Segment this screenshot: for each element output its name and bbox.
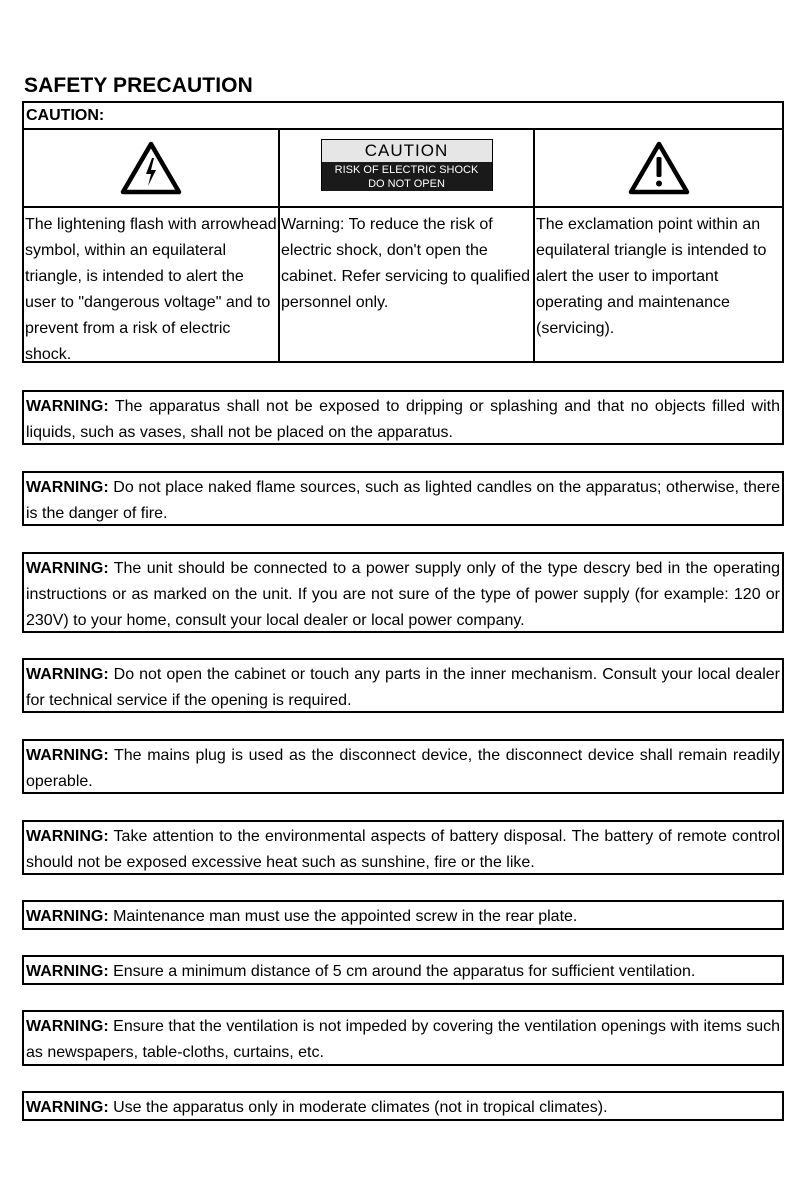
caution-label: [321, 139, 493, 191]
warning-label: WARNING:: [26, 963, 109, 980]
warning-box: [22, 739, 784, 794]
caution-header: CAUTION:: [24, 103, 782, 130]
exclamation-icon-cell: [535, 130, 782, 208]
lightning-icon-cell: [24, 130, 278, 208]
warning-text: The unit should be connected to a power supply only of the type descry bed in the operating instructions or as marked on the unit. If you are not sure of the type of power supply (for example: 120 or 230V) to your home, consult your local dealer or local power company.: [26, 560, 780, 629]
warning-label: WARNING:: [26, 1018, 109, 1035]
caution-label-line2: DO NOT OPEN: [368, 178, 445, 190]
caution-table: [22, 101, 784, 363]
warning-box: [22, 1091, 784, 1121]
page-title: SAFETY PRECAUTION: [24, 74, 253, 97]
caution-label-title: CAUTION: [322, 140, 492, 162]
caution-column-lightning: [24, 130, 278, 361]
warning-box: [22, 900, 784, 930]
exclamation-triangle-icon: [627, 140, 691, 196]
caution-label-warning: [322, 162, 492, 191]
warning-text: Take attention to the environmental aspects of battery disposal. The battery of remote control should not be exposed excessive heat such as sunshine, fire or the like.: [26, 828, 780, 871]
warning-box: [22, 658, 784, 713]
warning-box: [22, 552, 784, 633]
warning-text: Use the apparatus only in moderate climates (not in tropical climates).: [108, 1099, 608, 1116]
exclamation-description: The exclamation point within an equilateral triangle is intended to alert the user to important operating and maintenance (servicing).: [536, 216, 767, 337]
warning-text: Maintenance man must use the appointed screw in the rear plate.: [108, 908, 578, 925]
caution-column-exclamation: [533, 130, 782, 361]
warning-label: WARNING:: [26, 666, 109, 683]
lightning-description: The lightening flash with arrowhead symbol, within an equilateral triangle, is intended to alert the user to "dangerous voltage" and to prevent from a risk of electric shock.: [25, 216, 277, 363]
warning-box: [22, 955, 784, 985]
warning-label: WARNING:: [26, 398, 109, 415]
warning-text: Ensure a minimum distance of 5 cm around the apparatus for sufficient ventilation.: [108, 963, 696, 980]
caution-column-label: [278, 130, 533, 361]
warning-box: [22, 1010, 784, 1066]
warning-text: Do not place naked flame sources, such as lighted candles on the apparatus; otherwise, there is the danger of fire.: [26, 479, 780, 522]
warning-box: [22, 820, 784, 875]
warning-text: The mains plug is used as the disconnect device, the disconnect device shall remain readily operable.: [26, 747, 780, 790]
warning-label: WARNING:: [26, 560, 109, 577]
warning-box: [22, 390, 784, 445]
caution-label-line1: RISK OF ELECTRIC SHOCK: [334, 164, 479, 176]
warning-label: WARNING:: [26, 747, 109, 764]
warning-box: [22, 471, 784, 526]
warning-text: The apparatus shall not be exposed to dripping or splashing and that no objects filled with liquids, such as vases, shall not be placed on the apparatus.: [26, 398, 780, 441]
caution-label-cell: [280, 130, 533, 208]
warning-label: WARNING:: [26, 479, 109, 496]
warning-label: WARNING:: [26, 828, 109, 845]
warning-text: Ensure that the ventilation is not impeded by covering the ventilation openings with items such as newspapers, table-cloths, curtains, etc.: [26, 1018, 780, 1061]
warning-description: Warning: To reduce the risk of electric shock, don't open the cabinet. Refer servicing to qualified personnel only.: [281, 216, 531, 311]
lightning-triangle-icon: [119, 140, 183, 196]
warning-label: WARNING:: [26, 908, 109, 925]
warning-label: WARNING:: [26, 1099, 109, 1116]
warning-text: Do not open the cabinet or touch any parts in the inner mechanism. Consult your local dealer for technical service if the opening is required.: [26, 666, 780, 709]
